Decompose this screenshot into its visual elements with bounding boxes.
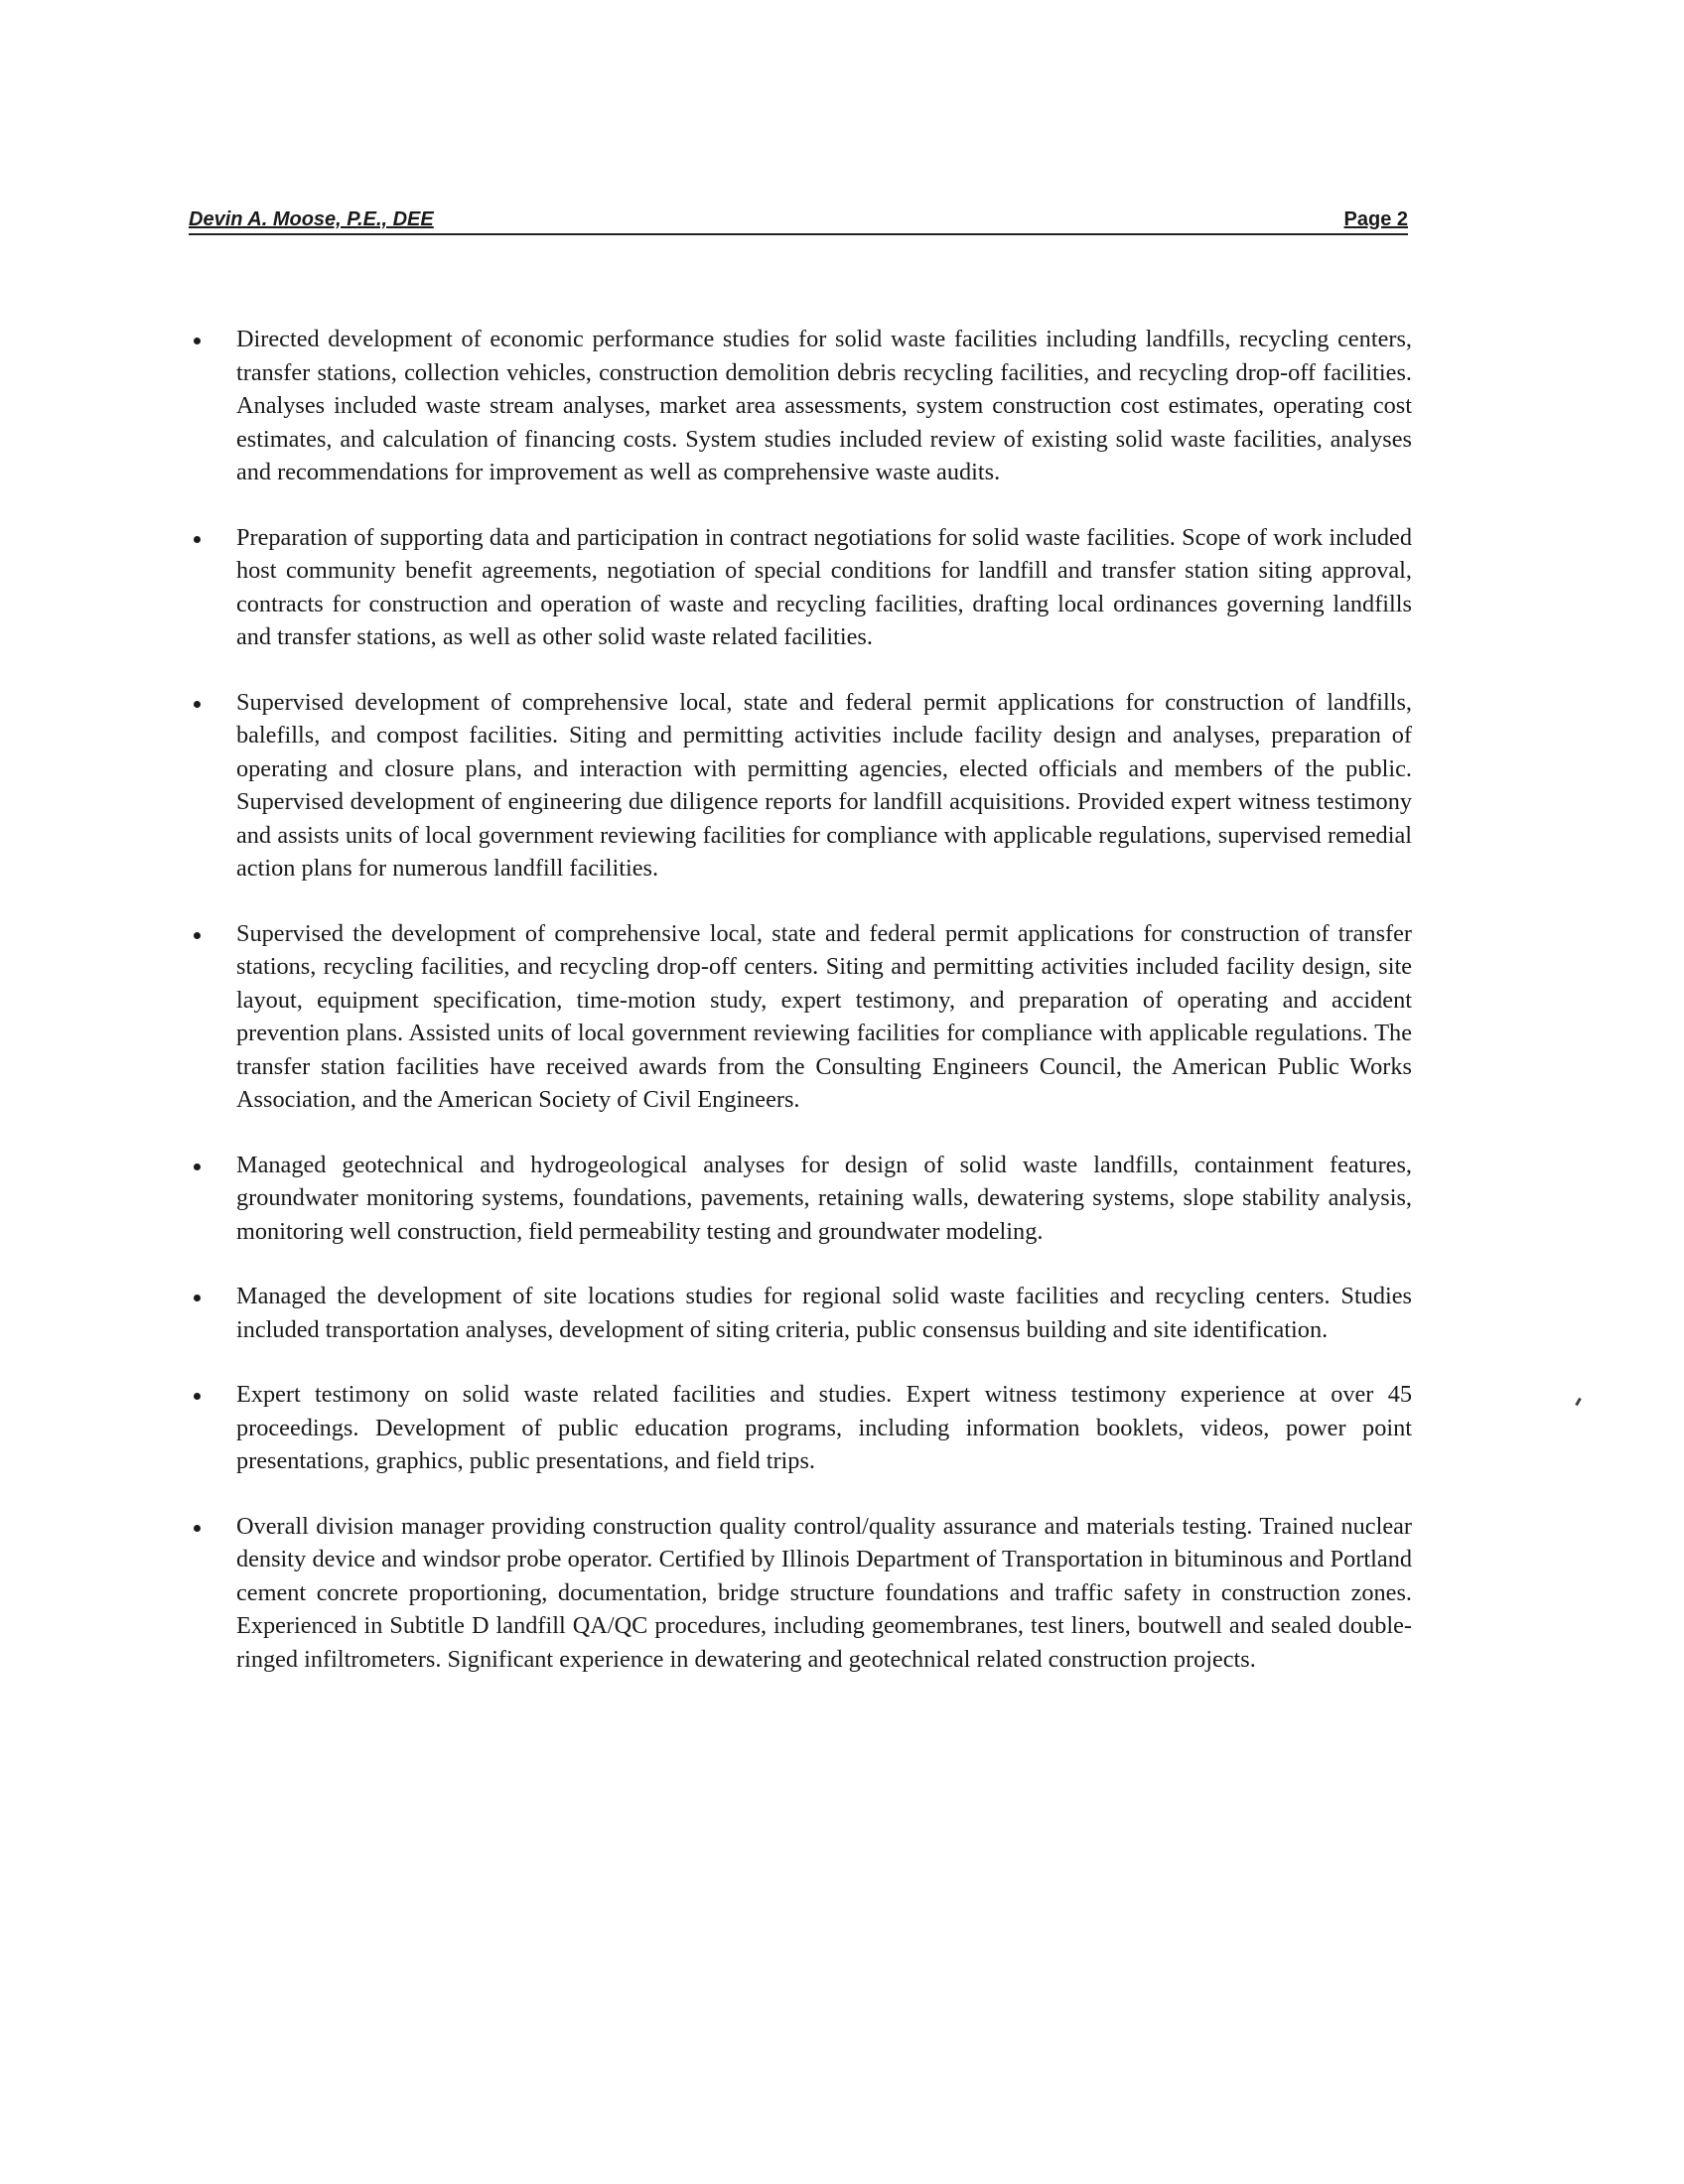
- experience-bullet-list: [189, 323, 1412, 1707]
- bullet-dot-icon: [194, 1525, 201, 1532]
- bullet-item: [189, 686, 1412, 886]
- bullet-text: Supervised the development of comprehensive local, state and federal permit applications for construction of transfer stations, recycling facilities, and recycling drop-off centers. Siting and permitting activities included facility design, site layout, equipment specification, time-motion study, expert testimony, and preparation of operating and accident prevention plans. Assisted units of local government reviewing facilities for compliance with applicable regulations. The transfer station facilities have received awards from the Consulting Engineers Council, the American Public Works Association, and the American Society of Civil Engineers.: [236, 919, 1412, 1113]
- bullet-dot-icon: [194, 932, 201, 939]
- bullet-text: Supervised development of comprehensive local, state and federal permit applications for construction of landfills, balefills, and compost facilities. Siting and permitting activities include facility design and analyses, preparation of operating and closure plans, and interaction with permitting agencies, elected officials and members of the public. Supervised development of engineering due diligence reports for landfill acquisitions. Provided expert witness testimony and assists units of local government reviewing facilities for compliance with applicable regulations, supervised remedial action plans for numerous landfill facilities.: [236, 688, 1412, 882]
- bullet-text: Preparation of supporting data and participation in contract negotiations for solid waste facilities. Scope of work included host community benefit agreements, negotiation of special conditions for landfill and transfer station siting approval, contracts for construction and operation of waste and recycling facilities, drafting local ordinances governing landfills and transfer stations, as well as other solid waste related facilities.: [236, 523, 1412, 650]
- bullet-dot-icon: [194, 1295, 201, 1301]
- bullet-text: Managed the development of site locations studies for regional solid waste facilities and recycling centers. Studies included transportation analyses, development of siting criteria, public consensus building and site identification.: [236, 1283, 1412, 1343]
- bullet-text: Overall division manager providing construction quality control/quality assurance and materials testing. Trained nuclear density device and windsor probe operator. Certified by Illinois Department of Transportation in bituminous and Portland cement concrete proportioning, documentation, bridge structure foundations and traffic safety in construction zones. Experienced in Subtitle D landfill QA/QC procedures, including geomembranes, test liners, boutwell and sealed double-ringed infiltrometers. Significant experience in dewatering and geotechnical related construction projects.: [236, 1512, 1412, 1673]
- bullet-item: [189, 1280, 1412, 1346]
- bullet-dot-icon: [194, 1393, 201, 1400]
- bullet-item: [189, 323, 1412, 489]
- bullet-item: [189, 1149, 1412, 1249]
- bullet-text: Expert testimony on solid waste related facilities and studies. Expert witness testimony experience at over 45 proceedings. Development of public education programs, including information booklets, videos, power point presentations, graphics, public presentations, and field trips.: [236, 1381, 1412, 1474]
- page-header: [189, 204, 1408, 235]
- bullet-dot-icon: [194, 536, 201, 543]
- bullet-dot-icon: [194, 338, 201, 344]
- bullet-item: [189, 917, 1412, 1117]
- bullet-dot-icon: [194, 1163, 201, 1170]
- page-number: Page 2: [1343, 208, 1408, 230]
- bullet-text: Managed geotechnical and hydrogeological analyses for design of solid waste landfills, containment features, groundwater monitoring systems, foundations, pavements, retaining walls, dewatering systems, slope stability analysis, monitoring well construction, field permeability testing and groundwater modeling.: [236, 1151, 1412, 1245]
- bullet-dot-icon: [194, 701, 201, 708]
- scan-artifact-mark: [1575, 1398, 1582, 1406]
- bullet-item: [189, 1510, 1412, 1677]
- bullet-item: [189, 521, 1412, 654]
- header-author-name: Devin A. Moose, P.E., DEE: [189, 208, 434, 230]
- bullet-text: Directed development of economic performance studies for solid waste facilities including landfills, recycling centers, transfer stations, collection vehicles, construction demolition debris recycling facilities, and recycling drop-off facilities. Analyses included waste stream analyses, market area assessments, system construction cost estimates, operating cost estimates, and calculation of financing costs. System studies included review of existing solid waste facilities, analyses and recommendations for improvement as well as comprehensive waste audits.: [236, 326, 1412, 485]
- bullet-item: [189, 1378, 1412, 1478]
